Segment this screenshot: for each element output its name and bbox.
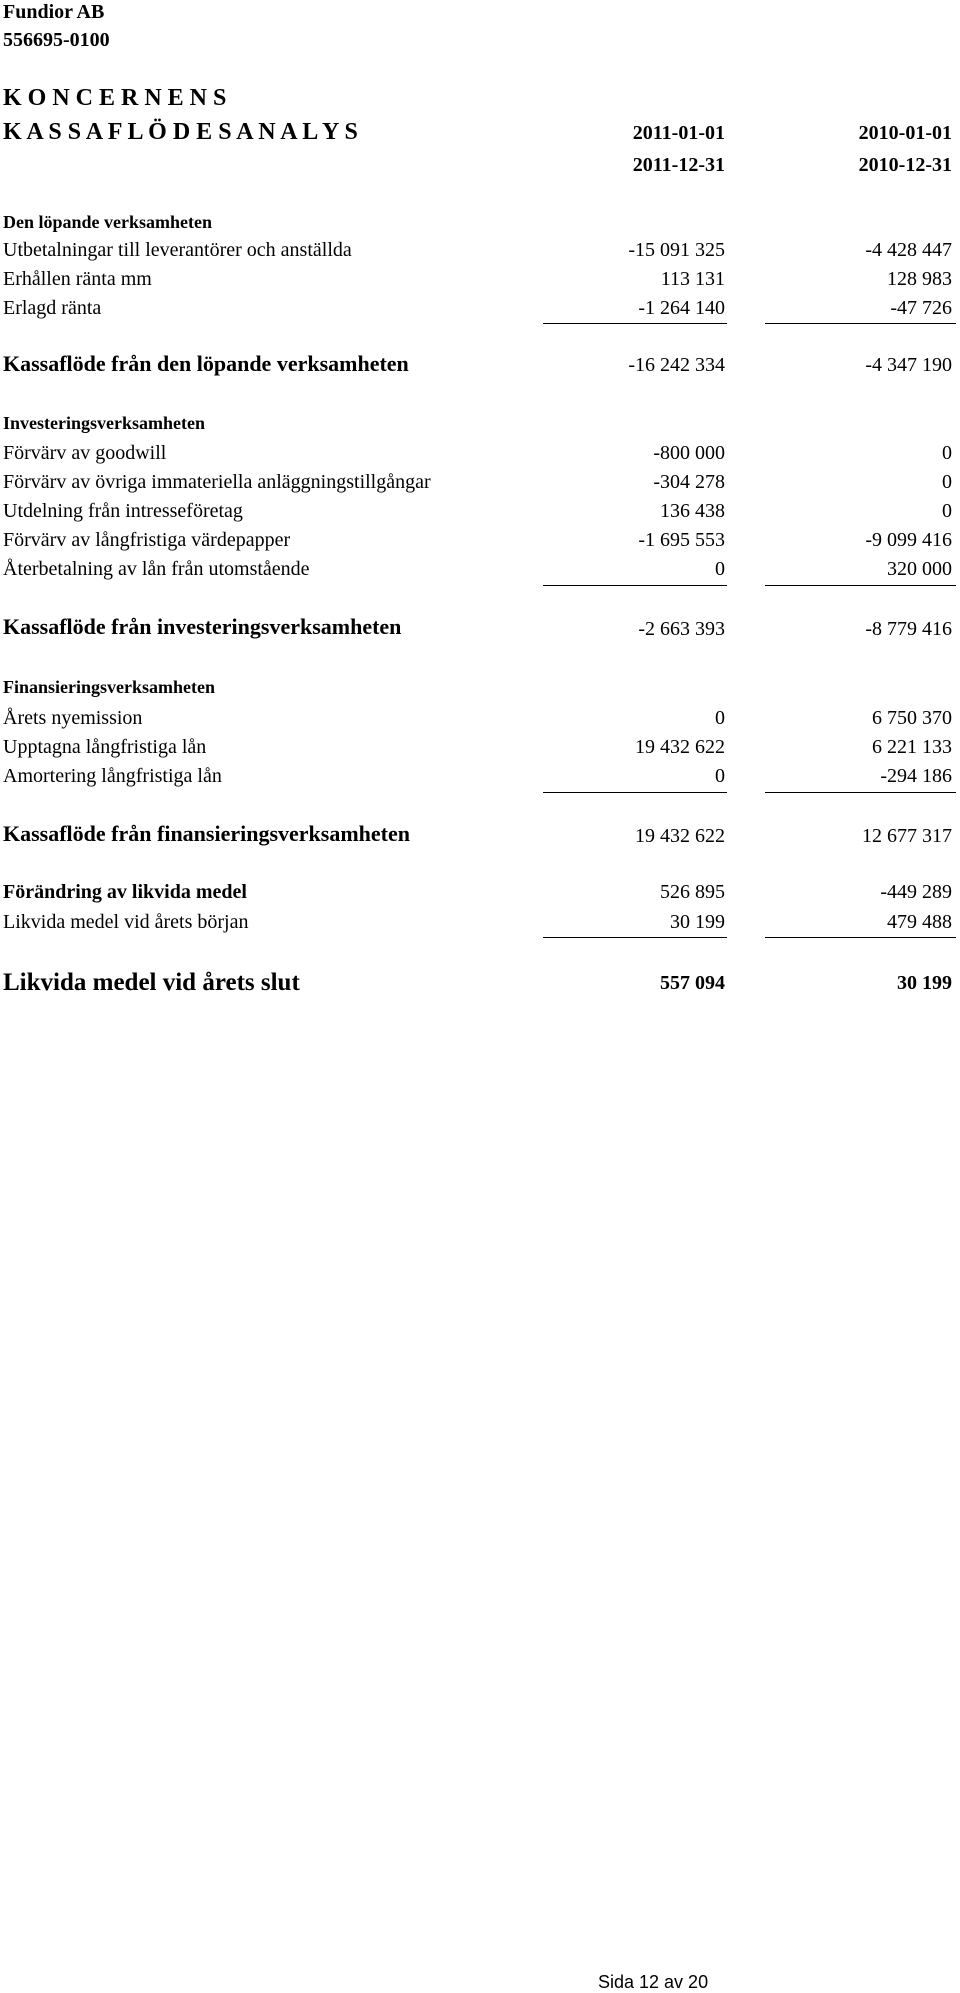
value-2010: 320 000 [887,558,952,580]
value-2010: -449 289 [880,881,952,903]
row-label: Återbetalning av lån från utomstående [3,558,310,580]
value-2010: -4 428 447 [865,239,952,261]
col-2010-to: 2010-12-31 [858,154,952,176]
value-2011: 113 131 [660,268,725,290]
value-2010: 0 [942,500,952,522]
value-2010: -9 099 416 [865,529,952,551]
section-heading-investing: Investeringsverksamheten [3,413,205,433]
row-label: Erlagd ränta [3,297,102,319]
total-2011: -16 242 334 [628,354,725,376]
subtotal-rule-2011 [543,937,727,938]
total-label: Kassaflöde från finansieringsverksamheten [3,821,410,846]
total-2010: -8 779 416 [865,618,952,640]
org-number: 556695-0100 [3,29,110,51]
value-2011: 0 [715,707,725,729]
value-2010: 0 [942,442,952,464]
value-2011: -800 000 [653,442,725,464]
row-label: Erhållen ränta mm [3,268,152,290]
title-line-2: K A S S A F L Ö D E S A N A L Y S [3,119,358,145]
value-2010: -294 186 [880,765,952,787]
total-label: Kassaflöde från investeringsverksamheten [3,614,402,639]
value-2011: -304 278 [653,471,725,493]
row-label: Likvida medel vid årets början [3,911,249,933]
value-2011: 136 438 [660,500,725,522]
subtotal-rule-2011 [543,792,727,793]
value-2010: 6 750 370 [872,707,952,729]
row-label: Förvärv av övriga immateriella anläggningstillgångar [3,471,431,493]
subtotal-rule-2010 [765,792,956,793]
title-line-1: K O N C E R N E N S [3,85,227,111]
value-2010: 0 [942,471,952,493]
value-2010: 6 221 133 [872,736,952,758]
value-2011: -1 695 553 [638,529,725,551]
grand-total-2010: 30 199 [897,972,952,994]
value-2011: 526 895 [660,881,725,903]
value-2011: 0 [715,765,725,787]
row-label: Utbetalningar till leverantörer och anställda [3,239,352,261]
value-2011: -15 091 325 [628,239,725,261]
subtotal-rule-2010 [765,585,956,586]
row-label: Förvärv av goodwill [3,442,167,464]
col-2011-to: 2011-12-31 [632,154,725,176]
total-2010: -4 347 190 [865,354,952,376]
subtotal-rule-2011 [543,585,727,586]
row-label: Förvärv av långfristiga värdepapper [3,529,291,551]
value-2010: -47 726 [890,297,952,319]
value-2010: 128 983 [887,268,952,290]
subtotal-rule-2010 [765,937,956,938]
col-2011-from: 2011-01-01 [632,122,725,144]
row-label: Amortering långfristiga lån [3,765,222,787]
subtotal-rule-2011 [543,323,727,324]
value-2011: 30 199 [670,911,725,933]
grand-total-label: Likvida medel vid årets slut [3,969,300,996]
company-name: Fundior AB [3,1,105,23]
row-label: Årets nyemission [3,707,143,729]
col-2010-from: 2010-01-01 [858,122,952,144]
total-label: Kassaflöde från den löpande verksamheten [3,351,409,376]
total-2010: 12 677 317 [862,825,952,847]
value-2011: 0 [715,558,725,580]
value-2010: 479 488 [887,911,952,933]
total-2011: 19 432 622 [635,825,725,847]
total-2011: -2 663 393 [638,618,725,640]
value-2011: 19 432 622 [635,736,725,758]
grand-total-2011: 557 094 [660,972,725,994]
section-heading-financing: Finansieringsverksamheten [3,677,216,697]
subtotal-rule-2010 [765,323,956,324]
row-label: Utdelning från intresseföretag [3,500,243,522]
row-label: Upptagna långfristiga lån [3,736,207,758]
row-label: Förändring av likvida medel [3,881,247,903]
page-number: Sida 12 av 20 [598,1972,709,1992]
section-heading-operating: Den löpande verksamheten [3,212,213,232]
value-2011: -1 264 140 [638,297,725,319]
